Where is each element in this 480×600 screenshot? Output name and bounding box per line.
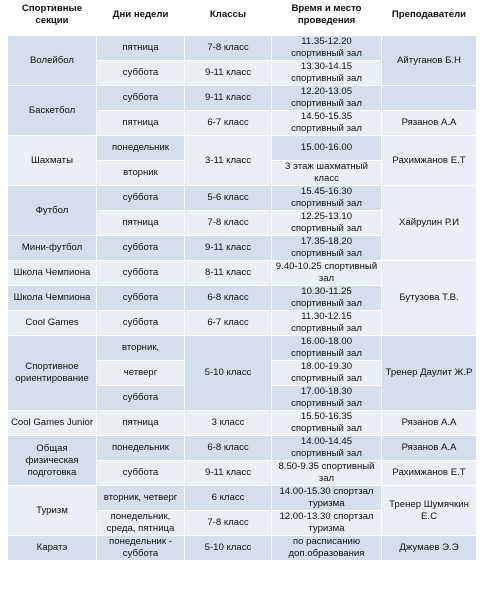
time-cell: 15.45-16.30 спортивный зал [272,186,382,211]
day-cell: суббота [97,286,185,311]
time-cell: 10.30-11.25 спортивный зал [272,286,382,311]
grade-cell: 5-10 класс [185,536,272,561]
section-cell: Cool Games Junior [8,411,97,436]
table-row [8,486,477,511]
day-cell: понедельник, среда, пятница [97,511,185,536]
day-cell: суббота [97,461,185,486]
day-cell: вторник, [97,336,185,361]
grade-cell: 7-8 класс [185,511,272,536]
time-cell: 12.00-13.30 спортзал туризма [272,511,382,536]
header-row [8,0,477,36]
section-cell: Спортивное ориентирование [8,336,97,411]
grade-cell: 6-8 класс [185,436,272,461]
section-cell: Шахматы [8,136,97,186]
day-cell: суббота [97,61,185,86]
header-teachers: Преподаватели [382,0,477,36]
teacher-cell: Рязанов А.А [382,411,477,436]
section-cell: Баскетбол [8,86,97,136]
day-cell: суббота [97,86,185,111]
time-cell: 8.50-9.35 спортивный зал [272,461,382,486]
time-cell: 14.50-15.35 спортивный зал [272,111,382,136]
time-cell: 12.20-13.05 спортивный зал [272,86,382,111]
section-cell: Каратэ [8,536,97,561]
grade-cell: 8-11 класс [185,261,272,286]
grade-cell: 9-11 класс [185,61,272,86]
day-cell: вторник, четверг [97,486,185,511]
teacher-cell: Рязанов А.А [382,111,477,136]
table-row [8,536,477,561]
teacher-cell: Джумаев Э.Э [382,536,477,561]
teacher-cell: Рязанов А.А [382,436,477,461]
section-cell: Мини-футбол [8,236,97,261]
time-cell: 17.00-18.30 спортивный зал [272,386,382,411]
grade-cell: 7-8 класс [185,211,272,236]
teacher-cell: Айтуганов Б.Н [382,36,477,86]
time-cell: по расписанию доп.образования [272,536,382,561]
schedule-table [7,0,477,561]
teacher-cell: Хайрулин Р.И [382,186,477,261]
day-cell: пятница [97,411,185,436]
day-cell: суббота [97,386,185,411]
day-cell: суббота [97,261,185,286]
table-row [8,86,477,111]
time-cell: 15.50-16.35 спортивный зал [272,411,382,436]
day-cell: пятница [97,211,185,236]
teacher-cell [382,86,477,111]
grade-cell: 5-10 класс [185,336,272,411]
time-cell: 14.00-14.45 спортивный зал [272,436,382,461]
day-cell: четверг [97,361,185,386]
day-cell: пятница [97,36,185,61]
header-grades: Классы [185,0,272,36]
time-cell: 12.25-13.10 спортивный зал [272,211,382,236]
teacher-cell: Тренер Шумячкин Е.С [382,486,477,536]
teacher-cell: Рахимжанов Е.Т [382,136,477,186]
table-row [8,186,477,211]
table-row [8,136,477,161]
grade-cell: 9-11 класс [185,86,272,111]
day-cell: суббота [97,186,185,211]
grade-cell: 6 класс [185,486,272,511]
section-cell: Cool Games [8,311,97,336]
section-cell: Волейбол [8,36,97,86]
time-cell: 15.00-16.00 [272,136,382,161]
time-cell: 3 этаж шахматный класс [272,161,382,186]
day-cell: вторник [97,161,185,186]
grade-cell: 9-11 класс [185,236,272,261]
section-cell: Футбол [8,186,97,236]
table-row [8,436,477,461]
section-cell: Школа Чемпиона [8,286,97,311]
teacher-cell: Рахимжанов Е.Т [382,461,477,486]
time-cell: 13.30-14.15 спортивный зал [272,61,382,86]
teacher-cell: Тренер Даулит Ж.Р [382,336,477,411]
time-cell: 14.00-15.30 спортзал туризма [272,486,382,511]
header-time-place: Время и место проведения [272,0,382,36]
header-section: Спортивные секции [8,0,97,36]
time-cell: 16.00-18.00 спортивный зал [272,336,382,361]
time-cell: 9.40-10.25 спортивный зал [272,261,382,286]
table-row [8,261,477,286]
section-cell: Общая физическая подготовка [8,436,97,486]
day-cell: понедельник - суббота [97,536,185,561]
time-cell: 17.35-18.20 спортивный зал [272,236,382,261]
grade-cell: 6-8 класс [185,286,272,311]
header-days: Дни недели [97,0,185,36]
grade-cell: 7-8 класс [185,36,272,61]
section-cell: Школа Чемпиона [8,261,97,286]
day-cell: суббота [97,311,185,336]
time-cell: 11.30-12.15 спортивный зал [272,311,382,336]
day-cell: пятница [97,111,185,136]
grade-cell: 3-11 класс [185,136,272,186]
grade-cell: 6-7 класс [185,311,272,336]
teacher-cell: Бутузова Т.В. [382,261,477,336]
grade-cell: 6-7 класс [185,111,272,136]
grade-cell: 5-6 класс [185,186,272,211]
table-row [8,36,477,61]
table-row [8,336,477,361]
grade-cell: 3 класс [185,411,272,436]
time-cell: 11.35-12.20 спортивный зал [272,36,382,61]
time-cell: 18.00-19.30 спортивный зал [272,361,382,386]
day-cell: суббота [97,236,185,261]
section-cell: Туризм [8,486,97,536]
grade-cell: 9-11 класс [185,461,272,486]
day-cell: понедельник [97,436,185,461]
day-cell: понедельник [97,136,185,161]
table-row [8,411,477,436]
